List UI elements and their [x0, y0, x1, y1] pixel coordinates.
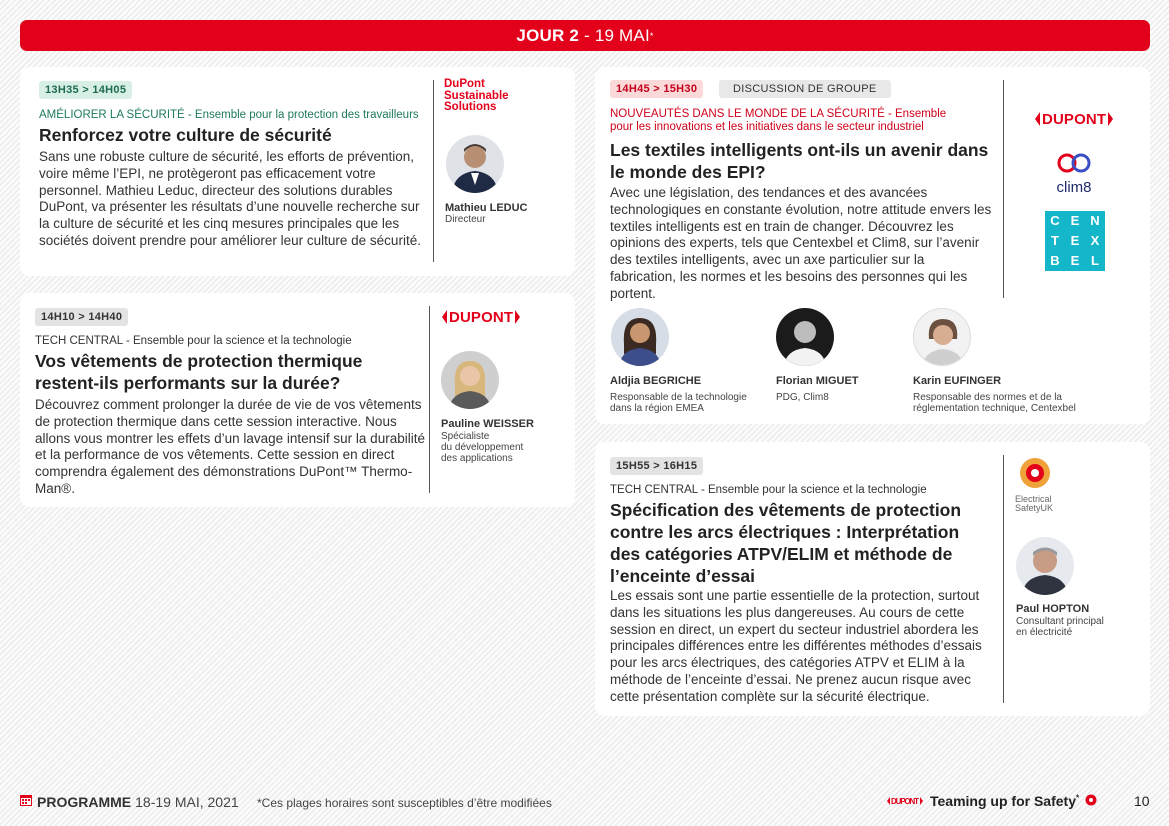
title-line: restent-ils performants sur la durée? [35, 373, 341, 393]
role-line: Consultant principal [1016, 616, 1104, 627]
speaker-name: Florian MIGUET [776, 375, 859, 387]
dupont-logo [1033, 107, 1115, 136]
speaker-name: Mathieu LEDUC [445, 202, 528, 214]
session-format-tag: DISCUSSION DE GROUPE [719, 80, 891, 98]
speaker-photo [913, 308, 971, 366]
centexbel-letter: X [1090, 233, 1100, 248]
category-line: pour les innovations et les initiatives dans le secteur industriel [610, 121, 924, 133]
title-line: le monde des EPI? [610, 162, 766, 182]
session-category: TECH CENTRAL - Ensemble pour la science et la technologie [610, 484, 927, 496]
session-title: Renforcez votre culture de sécurité [39, 125, 332, 145]
session-title [610, 499, 1000, 587]
day-header-bar [20, 20, 1150, 51]
page-number: 10 [1134, 793, 1150, 809]
role-line: Spécialiste [441, 431, 490, 442]
dupont-wordmark: DUPONT [891, 797, 919, 806]
logo-line: Electrical [1015, 494, 1052, 504]
program-label [19, 793, 239, 810]
tagline-mark: * [1075, 793, 1080, 803]
session-card-2 [20, 293, 575, 507]
speaker-photo [441, 351, 499, 409]
dupont-wordmark: DUPONT [449, 309, 513, 326]
session-title [610, 139, 1000, 183]
session-description: Avec une législation, des tendances et des avancées technologiques en constante évolution, notre attitude envers les textiles intelligents est en train de changer. Découvrez les opinions des experts, tels que Centexbel et Clim8, sur l’avenir des textiles intelligents, avec un axe particulier sur la fabrication, les normes et les besoins des personnes qui les portent. [610, 185, 992, 301]
session-time-badge: 15H55 > 16H15 [610, 457, 703, 475]
centexbel-letter: L [1091, 253, 1099, 268]
calendar-icon [19, 793, 33, 810]
role-line: en électricité [1016, 627, 1073, 638]
session-title [35, 350, 425, 394]
session-time-badge: 13H35 > 14H05 [39, 81, 132, 99]
role-line: réglementation technique, Centexbel [913, 403, 1076, 414]
session-card-4 [595, 442, 1150, 716]
role-line: PDG, Clim8 [776, 392, 829, 403]
logo-line: Sustainable [444, 89, 509, 102]
title-line: Vos vêtements de protection thermique [35, 351, 363, 371]
role-line: du développement [441, 442, 524, 453]
session-category [610, 108, 990, 134]
day-date: - 19 MAI [584, 25, 650, 45]
centexbel-logo [1045, 211, 1105, 271]
centexbel-letter: T [1051, 233, 1059, 248]
role-line: Responsable de la technologie [610, 392, 747, 403]
logo-line: SafetyUK [1015, 503, 1054, 513]
page-footer [0, 793, 1169, 813]
logo-line: DuPont [444, 78, 485, 90]
dupont-wordmark: DUPONT [1042, 111, 1106, 128]
speaker-name: Aldjia BEGRICHE [610, 375, 702, 387]
session-card-3 [595, 67, 1150, 424]
centexbel-letter: E [1070, 233, 1080, 248]
speaker-photo [446, 135, 504, 193]
clim8-logo [1050, 151, 1098, 195]
speaker-photo [611, 308, 669, 366]
speaker-name: Paul HOPTON [1016, 603, 1090, 615]
electrical-safety-uk-logo [1015, 456, 1055, 513]
title-line: l’enceinte d’essai [610, 566, 755, 586]
logo-line: Solutions [444, 101, 497, 113]
session-category: TECH CENTRAL - Ensemble pour la science et la technologie [35, 335, 352, 347]
dupont-logo-small [886, 795, 924, 807]
speaker-photo [1016, 537, 1074, 595]
centexbel-letter: B [1050, 253, 1060, 268]
role-line: dans la région EMEA [610, 403, 704, 414]
session-card-1 [20, 67, 575, 276]
title-line: des catégories ATPV/ELIM et méthode de [610, 544, 953, 564]
centexbel-letter: N [1090, 213, 1100, 228]
divider [429, 306, 430, 493]
tagline [930, 793, 1079, 809]
day-label: JOUR 2 [516, 25, 580, 45]
divider [433, 80, 434, 262]
divider [1003, 455, 1004, 703]
title-line: contre les arcs électriques : Interprétation [610, 522, 960, 542]
safety-icon [1085, 793, 1097, 809]
day-date-mark: * [649, 30, 654, 41]
title-line: Spécification des vêtements de protection [610, 500, 962, 520]
role-line: Responsable des normes et de la [913, 392, 1062, 403]
category-line: NOUVEAUTÉS DANS LE MONDE DE LA SÉCURITÉ - Ensemble [610, 108, 947, 120]
role-line: des applications [441, 453, 513, 464]
centexbel-letter: C [1050, 213, 1060, 228]
speaker-role [913, 392, 1076, 414]
title-line: Les textiles intelligents ont-ils un avenir dans [610, 140, 989, 160]
centexbel-letter: E [1070, 253, 1080, 268]
session-time-badge: 14H45 > 15H30 [610, 80, 703, 98]
clim8-wordmark: clim8 [1056, 179, 1092, 196]
speaker-name: Karin EUFINGER [913, 375, 1002, 387]
session-description: Les essais sont une partie essentielle de la protection, surtout dans les situations les plus dangereuses. Au cours de cette session en direct, un expert du secteur industriel abordera les principales différences entre les différentes méthodes d’essais pour les arcs électriques, des catégories ATPV et ELIM à la méthode de l’enceinte d’essai. Ne prenez aucun risque avec cette présentation complète sur la sécurité électrique. [610, 588, 982, 704]
session-description: Découvrez comment prolonger la durée de vie de vos vêtements de protection thermique dans cette session interactive. Nous allons vous montrer les effets d’un lavage intensif sur la durabilité et la performance de vos vêtements. Cette session en direct comprendra également des démonstrations DuPont™ Thermo-Man®. [35, 397, 425, 496]
speaker-role [1016, 616, 1104, 638]
tagline-text: Teaming up for Safety [930, 793, 1076, 809]
footer-brand [886, 793, 1097, 809]
session-description: Sans une robuste culture de sécurité, les efforts de prévention, voire même l’EPI, ne protègeront pas efficacement votre personnel. Mathieu Leduc, directeur des solutions durables DuPont, va présenter les résultats d’une nouvelle recherche sur la culture de sécurité et les cinq mesures principales que les sociétés doivent prendre pour améliorer leur culture de sécurité. [39, 149, 421, 248]
session-category: AMÉLIORER LA SÉCURITÉ - Ensemble pour la protection des travailleurs [39, 109, 419, 121]
program-dates: 18-19 MAI, 2021 [135, 793, 239, 810]
speaker-photo [776, 308, 834, 366]
session-time-badge: 14H10 > 14H40 [35, 308, 128, 326]
speaker-role: Directeur [445, 214, 486, 225]
footer-note: *Ces plages horaires sont susceptibles d’être modifiées [257, 796, 552, 810]
divider [1003, 80, 1004, 298]
speaker-role [441, 431, 523, 464]
speaker-role [776, 392, 829, 403]
speaker-role [610, 392, 747, 414]
centexbel-letter: E [1070, 213, 1080, 228]
speaker-name: Pauline WEISSER [441, 418, 534, 430]
dupont-sustainable-solutions-logo [444, 79, 509, 114]
program-title: PROGRAMME [37, 793, 132, 810]
dupont-logo [440, 305, 522, 334]
